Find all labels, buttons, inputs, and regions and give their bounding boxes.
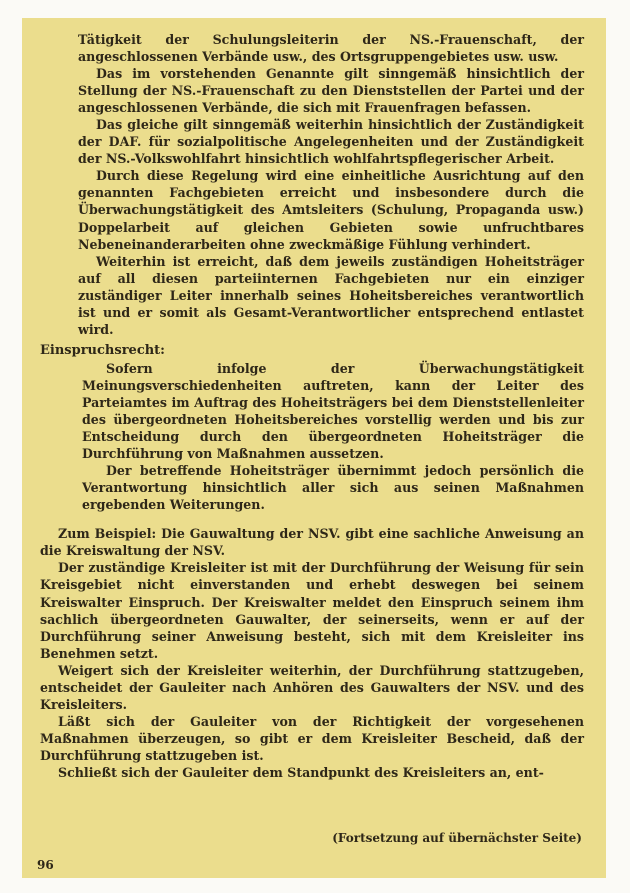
paragraph: Schließt sich der Gauleiter dem Standpunkt des Kreisleiters an, ent- (58, 764, 544, 780)
section-intro (40, 31, 584, 338)
paragraph: Läßt sich der Gauleiter von der Richtigkeit der vorgesehenen Maßnahmen überzeugen, so gibt er dem Kreisleiter Bescheid, daß der Durchführung stattzugeben ist. (40, 713, 584, 763)
page-number: 96 (37, 858, 54, 872)
paragraph: Weigert sich der Kreisleiter weiterhin, der Durchführung stattzugeben, entscheidet der Gauleiter nach Anhören des Gauwalters der NSV. und des Kreisleiters. (40, 662, 584, 712)
example-label: Zum Beispiel: (58, 526, 157, 542)
example-text: Die Gauwaltung der NSV. gibt eine sachliche Anweisung an die Kreiswaltung der NSV. (40, 526, 584, 559)
paragraph: Das im vorstehenden Genannte gilt sinngemäß hinsichtlich der Stellung der NS.-Frauenschaft zu den Dienststellen der Partei und der angeschlossenen Verbände, die sich mit Frauenfragen befassen. (78, 66, 584, 116)
book-page (22, 18, 606, 878)
continuation-note: (Fortsetzung auf übernächster Seite) (332, 831, 582, 845)
paragraph: Der betreffende Hoheitsträger übernimmt jedoch persönlich die Verantwortung hinsichtlich aller sich aus seinen Maßnahmen ergebenden Weiterungen. (82, 463, 584, 513)
section-objection (40, 360, 584, 513)
paragraph: Sofern infolge der Überwachungstätigkeit Meinungsverschiedenheiten auftreten, kann der Leiter des Parteiamtes im Auftrag des Hoheitsträgers bei dem Dienststellenleiter des übergeordneten Hoheitsbereiches vorstellig werden und bis zur Entscheidung durch den übergeordneten Hoheitsträger die Durchführung von Maßnahmen aussetzen. (82, 360, 584, 462)
paragraph: Tätigkeit der Schulungsleiterin der NS.-Frauenschaft, der angeschlossenen Verbände usw., des Ortsgruppengebietes usw. usw. (78, 32, 584, 65)
paragraph: Das gleiche gilt sinngemäß weiterhin hinsichtlich der Zuständigkeit der DAF. für sozialpolitische Angelegenheiten und der Zuständigkeit der NS.-Volkswohlfahrt hinsichtlich wohlfahrtspflegerischer Arbeit. (78, 117, 584, 167)
example-paragraph (40, 525, 584, 559)
paragraph: Der zuständige Kreisleiter ist mit der Durchführung der Weisung für sein Kreisgebiet nicht einverstanden und erhebt deswegen bei seinem Kreiswalter Einspruch. Der Kreiswalter meldet den Einspruch seinem ihm sachlich übergeordneten Gauwalter, der seinerseits, wenn er auf der Durchführung seiner Anweisung besteht, sich mit dem Kreisleiter ins Benehmen setzt. (40, 560, 584, 661)
paragraph: Weiterhin ist erreicht, daß dem jeweils zuständigen Hoheitsträger auf all diesen parteiinternen Fachgebieten nur ein einziger zuständiger Leiter innerhalb seines Hoheitsbereiches verantwortlich ist und er somit als Gesamt-Verantwortlicher entsprechend entlastet wird. (78, 253, 584, 337)
section-example (40, 525, 584, 781)
paragraph: Durch diese Regelung wird eine einheitliche Ausrichtung auf den genannten Fachgebieten erreicht und insbesondere durch die Überwachungstätigkeit des Amtsleiters (Schulung, Propaganda usw.) Doppelarbeit auf gleichen Gebieten sowie unfruchtbares Nebeneinanderarbeiten ohne zweckmäßige Fühlung verhindert. (78, 168, 584, 252)
section-heading: Einspruchsrecht: (40, 342, 165, 358)
